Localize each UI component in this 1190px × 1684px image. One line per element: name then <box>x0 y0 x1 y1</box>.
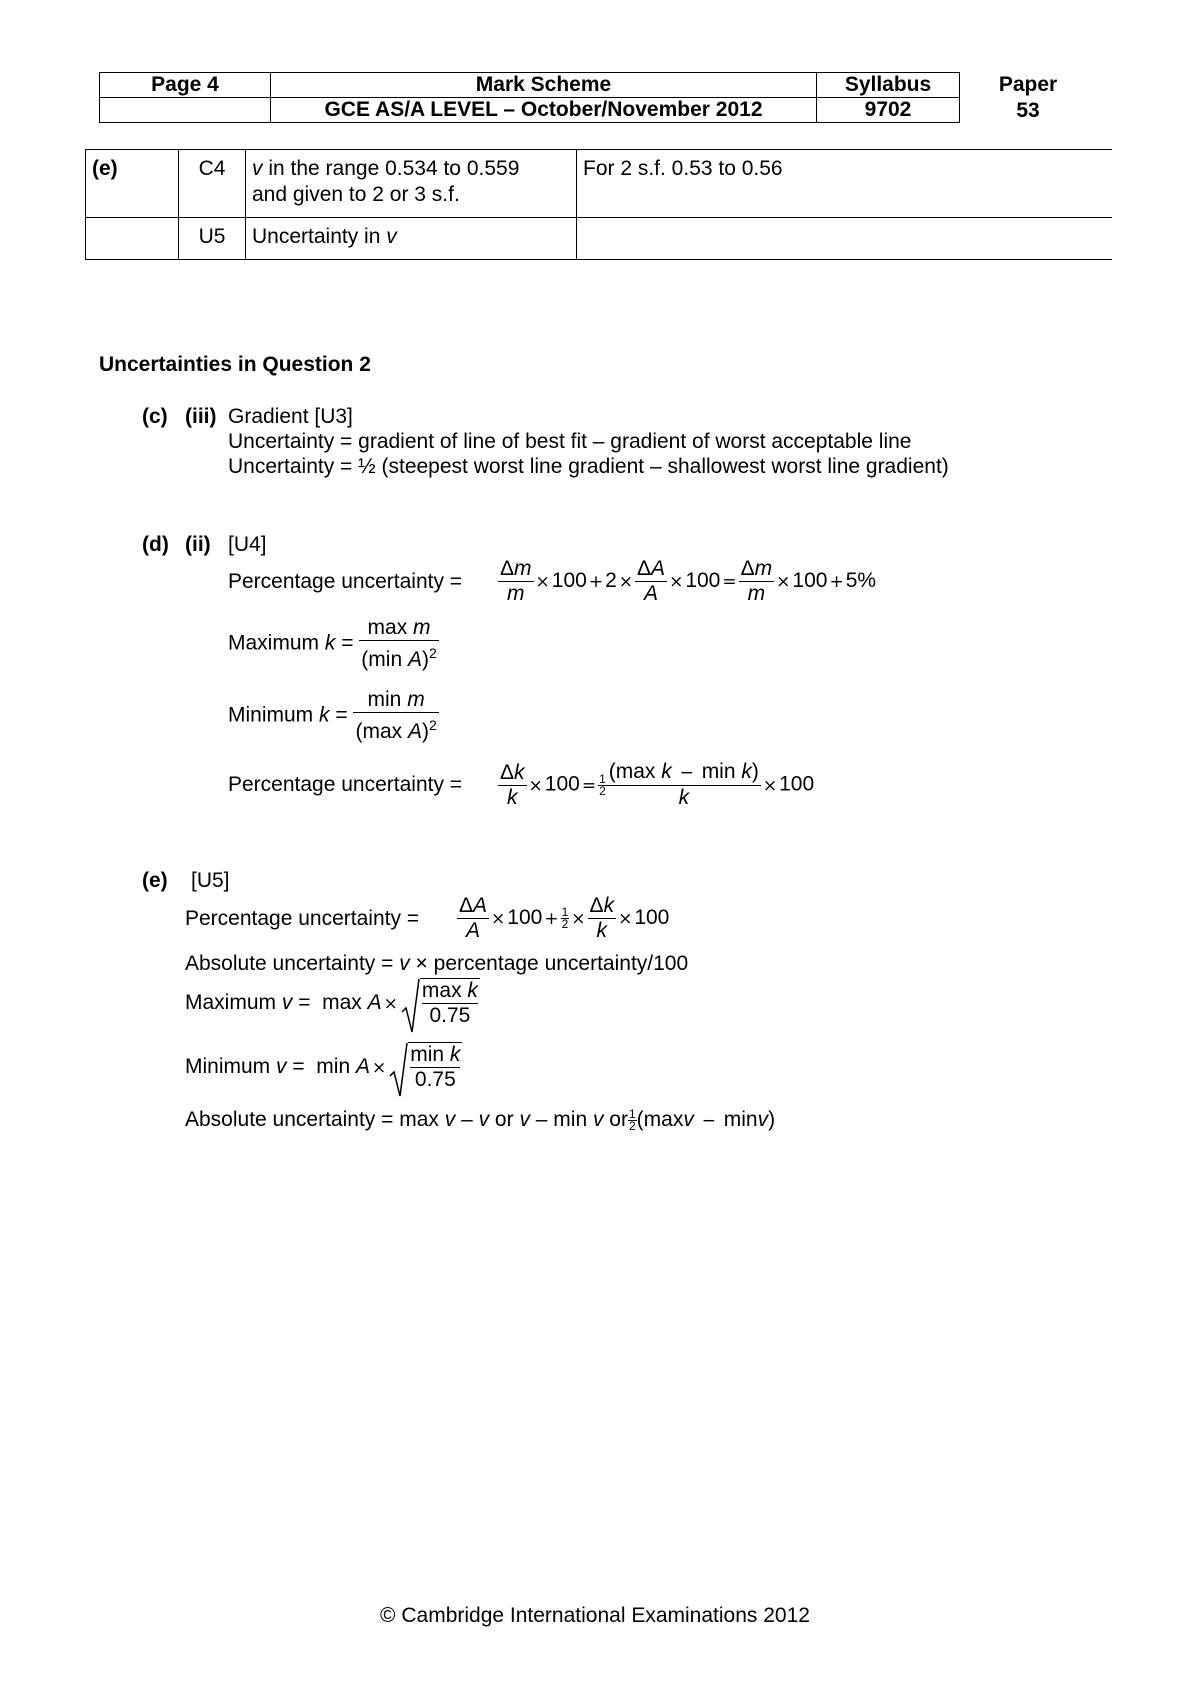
mark-code: C4 <box>179 150 246 218</box>
part-d-sub: (ii) <box>185 533 211 556</box>
mark-note: For 2 s.f. 0.53 to 0.56 <box>577 150 1113 218</box>
exam-title: GCE AS/A LEVEL – October/November 2012 <box>271 98 817 123</box>
syllabus-label: Syllabus <box>817 73 960 98</box>
part-e-tag: [U5] <box>191 869 230 892</box>
header-blank-cell <box>100 98 271 123</box>
part-e-label: (e) <box>142 869 168 892</box>
part-c-label: (c) <box>142 405 168 428</box>
mark-description: Uncertainty in v <box>246 218 577 260</box>
d-pct-k-equation: Percentage uncertainty = $\frac{\Delta k}{k}$ ×100 = $\frac{1}{2}$ $\frac{\text{(max k − min k)}}{k}$ ×100 <box>228 760 815 809</box>
mark-note-empty <box>577 218 1113 260</box>
mark-scheme-table <box>85 149 1112 260</box>
e-pct-equation: Percentage uncertainty = $\frac{\Delta A}{A}$ ×100 + $\frac{1}{2}$ × $\frac{\Delta k}{k}$ ×100 <box>185 894 670 942</box>
part-label-empty <box>86 218 179 260</box>
part-d-label: (d) <box>142 533 169 556</box>
header-table <box>99 72 960 123</box>
paper-block <box>988 72 1068 124</box>
section-title: Uncertainties in Question 2 <box>99 353 371 376</box>
sqrt-sign: min k 0.75 <box>388 1042 462 1093</box>
d-max-k-equation: Maximum k = $\frac{\text{max m}}{(\min A)^2}$ <box>228 616 437 671</box>
part-d-tag: [U4] <box>228 533 267 556</box>
d-pct-equation: Percentage uncertainty = $\frac{\Delta m}{m}$ ×100 +2 × $\frac{\Delta A}{A}$ ×100 = $\frac{\Delta m}{m}$ ×100 +5% <box>228 557 877 605</box>
paper-code: 53 <box>1016 99 1040 122</box>
e-abs-line: Absolute uncertainty = v × percentage uncertainty/100 <box>185 952 689 975</box>
e-min-v-equation: Minimum v = min A × min k 0.75 <box>185 1042 462 1093</box>
mark-description: v in the range 0.534 to 0.559 and given to 2 or 3 s.f. <box>246 150 577 218</box>
page-label: Page 4 <box>100 73 271 98</box>
footer-copyright: © Cambridge International Examinations 2012 <box>380 1604 810 1627</box>
part-c-line1: Uncertainty = gradient of line of best fit – gradient of worst acceptable line <box>228 430 912 453</box>
part-c-title: Gradient [U3] <box>228 405 353 428</box>
mark-scheme-label: Mark Scheme <box>271 73 817 98</box>
e-max-v-equation: Maximum v = max A × max k 0.75 <box>185 978 480 1029</box>
part-label: (e) <box>86 150 179 218</box>
d-min-k-equation: Minimum k = $\frac{\text{min m}}{(\max A)^2}$ <box>228 688 437 743</box>
syllabus-code: 9702 <box>817 98 960 123</box>
sqrt-sign: max k 0.75 <box>400 978 480 1029</box>
e-abs-line2: Absolute uncertainty = max v – v or v – min v or $\frac{1}{2}$ (maxv − minv) <box>185 1106 776 1133</box>
mark-code: U5 <box>179 218 246 260</box>
part-c-sub: (iii) <box>185 405 217 428</box>
paper-label: Paper <box>998 73 1058 96</box>
part-c-line2: Uncertainty = ½ (steepest worst line gradient – shallowest worst line gradient) <box>228 455 949 478</box>
